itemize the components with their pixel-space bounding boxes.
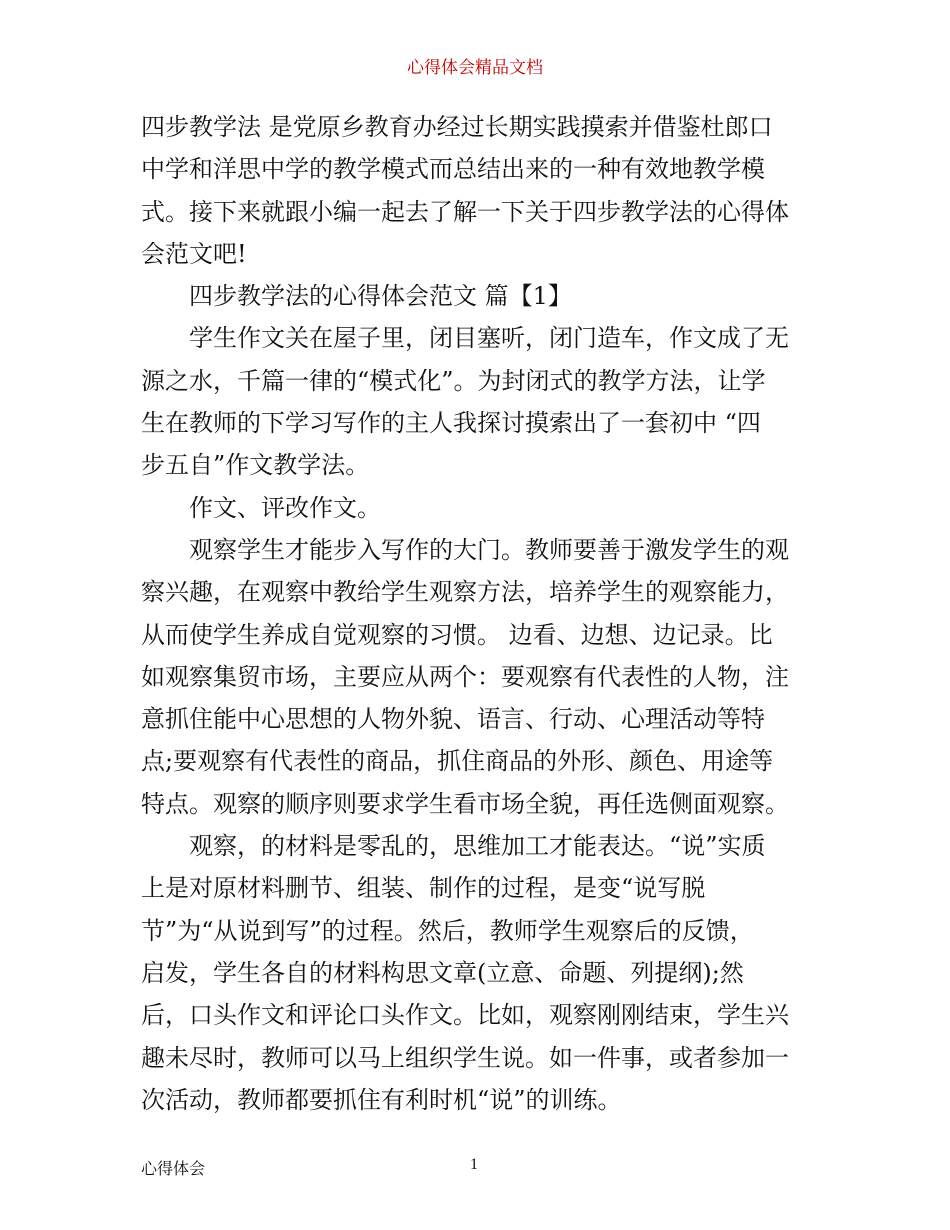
body-line: 观察，的材料是零乱的，思维加工才能表达。“说”实质 xyxy=(189,832,766,861)
body-line: 趣未尽时，教师可以马上组织学生说。如一件事，或者参加一 xyxy=(141,1043,789,1072)
body-line: 作文、评改作文。 xyxy=(189,493,381,522)
section-heading: 四步教学法的心得体会范文 篇【1】 xyxy=(189,282,572,311)
body-line: 次活动，教师都要抓住有利时机“说”的训练。 xyxy=(141,1085,622,1114)
body-line: 会范文吧! xyxy=(141,239,247,268)
footer-label: 心得体会 xyxy=(141,1159,206,1178)
body-line: 察兴趣，在观察中教给学生观察方法，培养学生的观察能力， xyxy=(141,578,789,607)
document-body xyxy=(141,106,813,1121)
document-header: 心得体会精品文档 xyxy=(407,58,543,78)
body-line: 源之水，千篇一律的“模式化”。为封闭式的教学方法，让学 xyxy=(141,366,766,395)
body-line: 上是对原材料删节、组装、制作的过程，是变“说写脱 xyxy=(141,874,706,903)
body-line: 如观察集贸市场，主要应从两个：要观察有代表性的人物，注 xyxy=(141,662,789,691)
body-line: 后，口头作文和评论口头作文。比如，观察刚刚结束，学生兴 xyxy=(141,1001,789,1030)
body-line: 点;要观察有代表性的商品，抓住商品的外形、颜色、用途等 xyxy=(141,747,774,776)
body-line: 从而使学生养成自觉观察的习惯。 边看、边想、边记录。比 xyxy=(141,620,773,649)
body-line: 意抓住能中心思想的人物外貌、语言、行动、心理活动等特 xyxy=(141,705,765,734)
body-line: 步五自”作文教学法。 xyxy=(141,451,370,480)
body-line: 生在教师的下学习写作的主人我探讨摸索出了一套初中 “四 xyxy=(141,409,761,438)
body-line: 观察学生才能步入写作的大门。教师要善于激发学生的观 xyxy=(189,535,789,564)
page-number: 1 xyxy=(470,1156,478,1173)
body-line: 中学和洋思中学的教学模式而总结出来的一种有效地教学模 xyxy=(141,155,765,184)
body-line: 学生作文关在屋子里，闭目塞听，闭门造车，作文成了无 xyxy=(189,324,789,353)
body-line: 特点。观察的顺序则要求学生看市场全貌，再任选侧面观察。 xyxy=(141,789,789,818)
body-line: 式。接下来就跟小编一起去了解一下关于四步教学法的心得体 xyxy=(141,197,789,226)
body-line: 节”为“从说到写”的过程。然后，教师学生观察后的反馈， xyxy=(141,916,754,945)
body-line: 启发，学生各自的材料构思文章(立意、命题、列提纲);然 xyxy=(141,958,744,987)
body-line: 四步教学法 是党原乡教育办经过长期实践摸索并借鉴杜郎口 xyxy=(141,113,773,141)
